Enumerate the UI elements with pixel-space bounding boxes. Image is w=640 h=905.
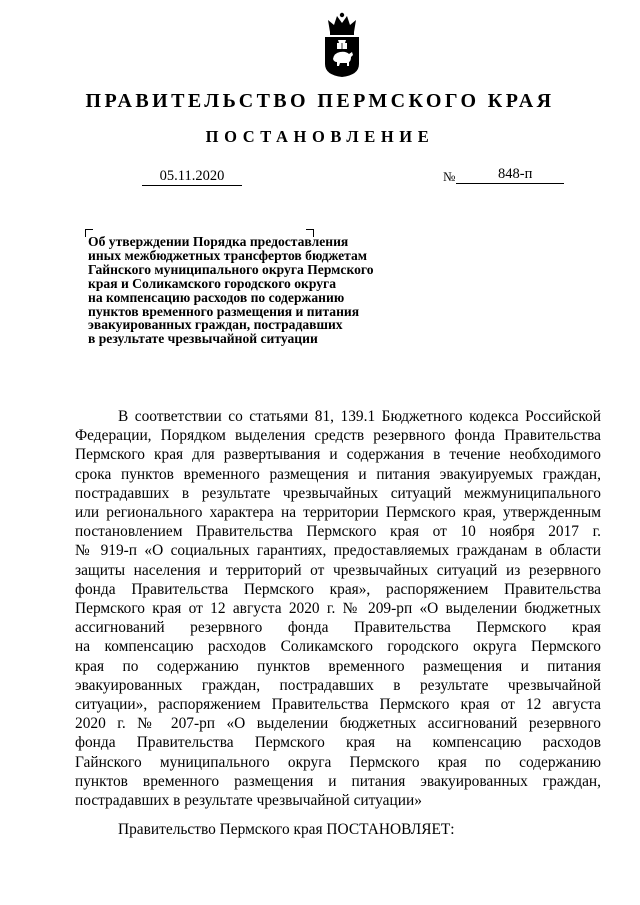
subject-line: Об утверждении Порядка предоставления (88, 234, 349, 249)
body-line: пунктов временного размещения и питания эвакуированных граждан, (75, 772, 601, 790)
body-line: Пермского края для развертывания и содержания в течение необходимого (75, 446, 601, 464)
document-number: 848-п (456, 165, 564, 184)
body-line: пострадавших в результате чрезвычайных ситуаций межмуниципального (75, 484, 601, 502)
document-type: ПОСТАНОВЛЕНИЕ (205, 127, 435, 146)
subject-line: края и Соликамского городского округа (88, 275, 337, 291)
government-title: ПРАВИТЕЛЬСТВО ПЕРМСКОГО КРАЯ (85, 90, 555, 112)
body-line: ассигнований резервного фонда Правительства Пермского края (75, 619, 601, 637)
number-sign: № (443, 169, 456, 184)
body-line: фонда Правительства Пермского края», распоряжением Правительства (75, 580, 601, 598)
perm-krai-coat-of-arms-icon (322, 12, 362, 78)
body-line: фонда Правительства Пермского края на компенсацию расходов (75, 734, 601, 752)
body-line: эвакуированных граждан, пострадавших в результате чрезвычайной (75, 676, 601, 694)
subject-line: в результате чрезвычайной ситуации (88, 331, 318, 347)
resolution-statement: Правительство Пермского края ПОСТАНОВЛЯЕТ: (118, 821, 455, 838)
subject-line: Гайнского муниципального округа Пермского (88, 261, 374, 277)
subject-line: пунктов временного размещения и питания (88, 303, 360, 319)
body-line: № 919-п «О социальных гарантиях, предоставляемых гражданам в области (75, 542, 601, 560)
body-line: края по содержанию пунктов временного размещения и питания (75, 657, 601, 675)
body-line: Федерации, Порядком выделения средств резервного фонда Правительства (75, 427, 601, 445)
body-line: на компенсацию расходов Соликамского городского округа Пермского (75, 638, 601, 656)
subject-line: эвакуированных граждан, пострадавших (88, 317, 343, 333)
body-line: Пермского края от 12 августа 2020 г. № 209-рп «О выделении бюджетных (75, 600, 601, 618)
document-body (75, 407, 601, 810)
body-line: 2020 г. № 207-рп «О выделении бюджетных ассигнований резервного (75, 715, 601, 733)
body-line: срока пунктов временного размещения и питания эвакуируемых граждан, (75, 465, 601, 483)
body-line: или регионального характера на территории Пермского края, утвержденным (75, 504, 601, 522)
subject-line: на компенсацию расходов по содержанию (88, 289, 345, 305)
document-date: 05.11.2020 (142, 167, 242, 186)
body-line: постановлением Правительства Пермского края от 10 ноября 2017 г. (75, 523, 601, 541)
body-line: пострадавших в результате чрезвычайной ситуации» (75, 792, 422, 810)
body-line: Гайнского муниципального округа Пермского края по содержанию (75, 753, 601, 771)
body-line: В соответствии со статьями 81, 139.1 Бюджетного кодекса Российской (118, 408, 601, 425)
body-line: ситуации», распоряжением Правительства Пермского края от 12 августа (75, 696, 601, 714)
subject-line: иных межбюджетных трансфертов бюджетам (88, 247, 368, 263)
document-subject (88, 235, 428, 346)
body-line: защиты населения и территорий от чрезвычайных ситуаций из резервного (75, 561, 601, 579)
